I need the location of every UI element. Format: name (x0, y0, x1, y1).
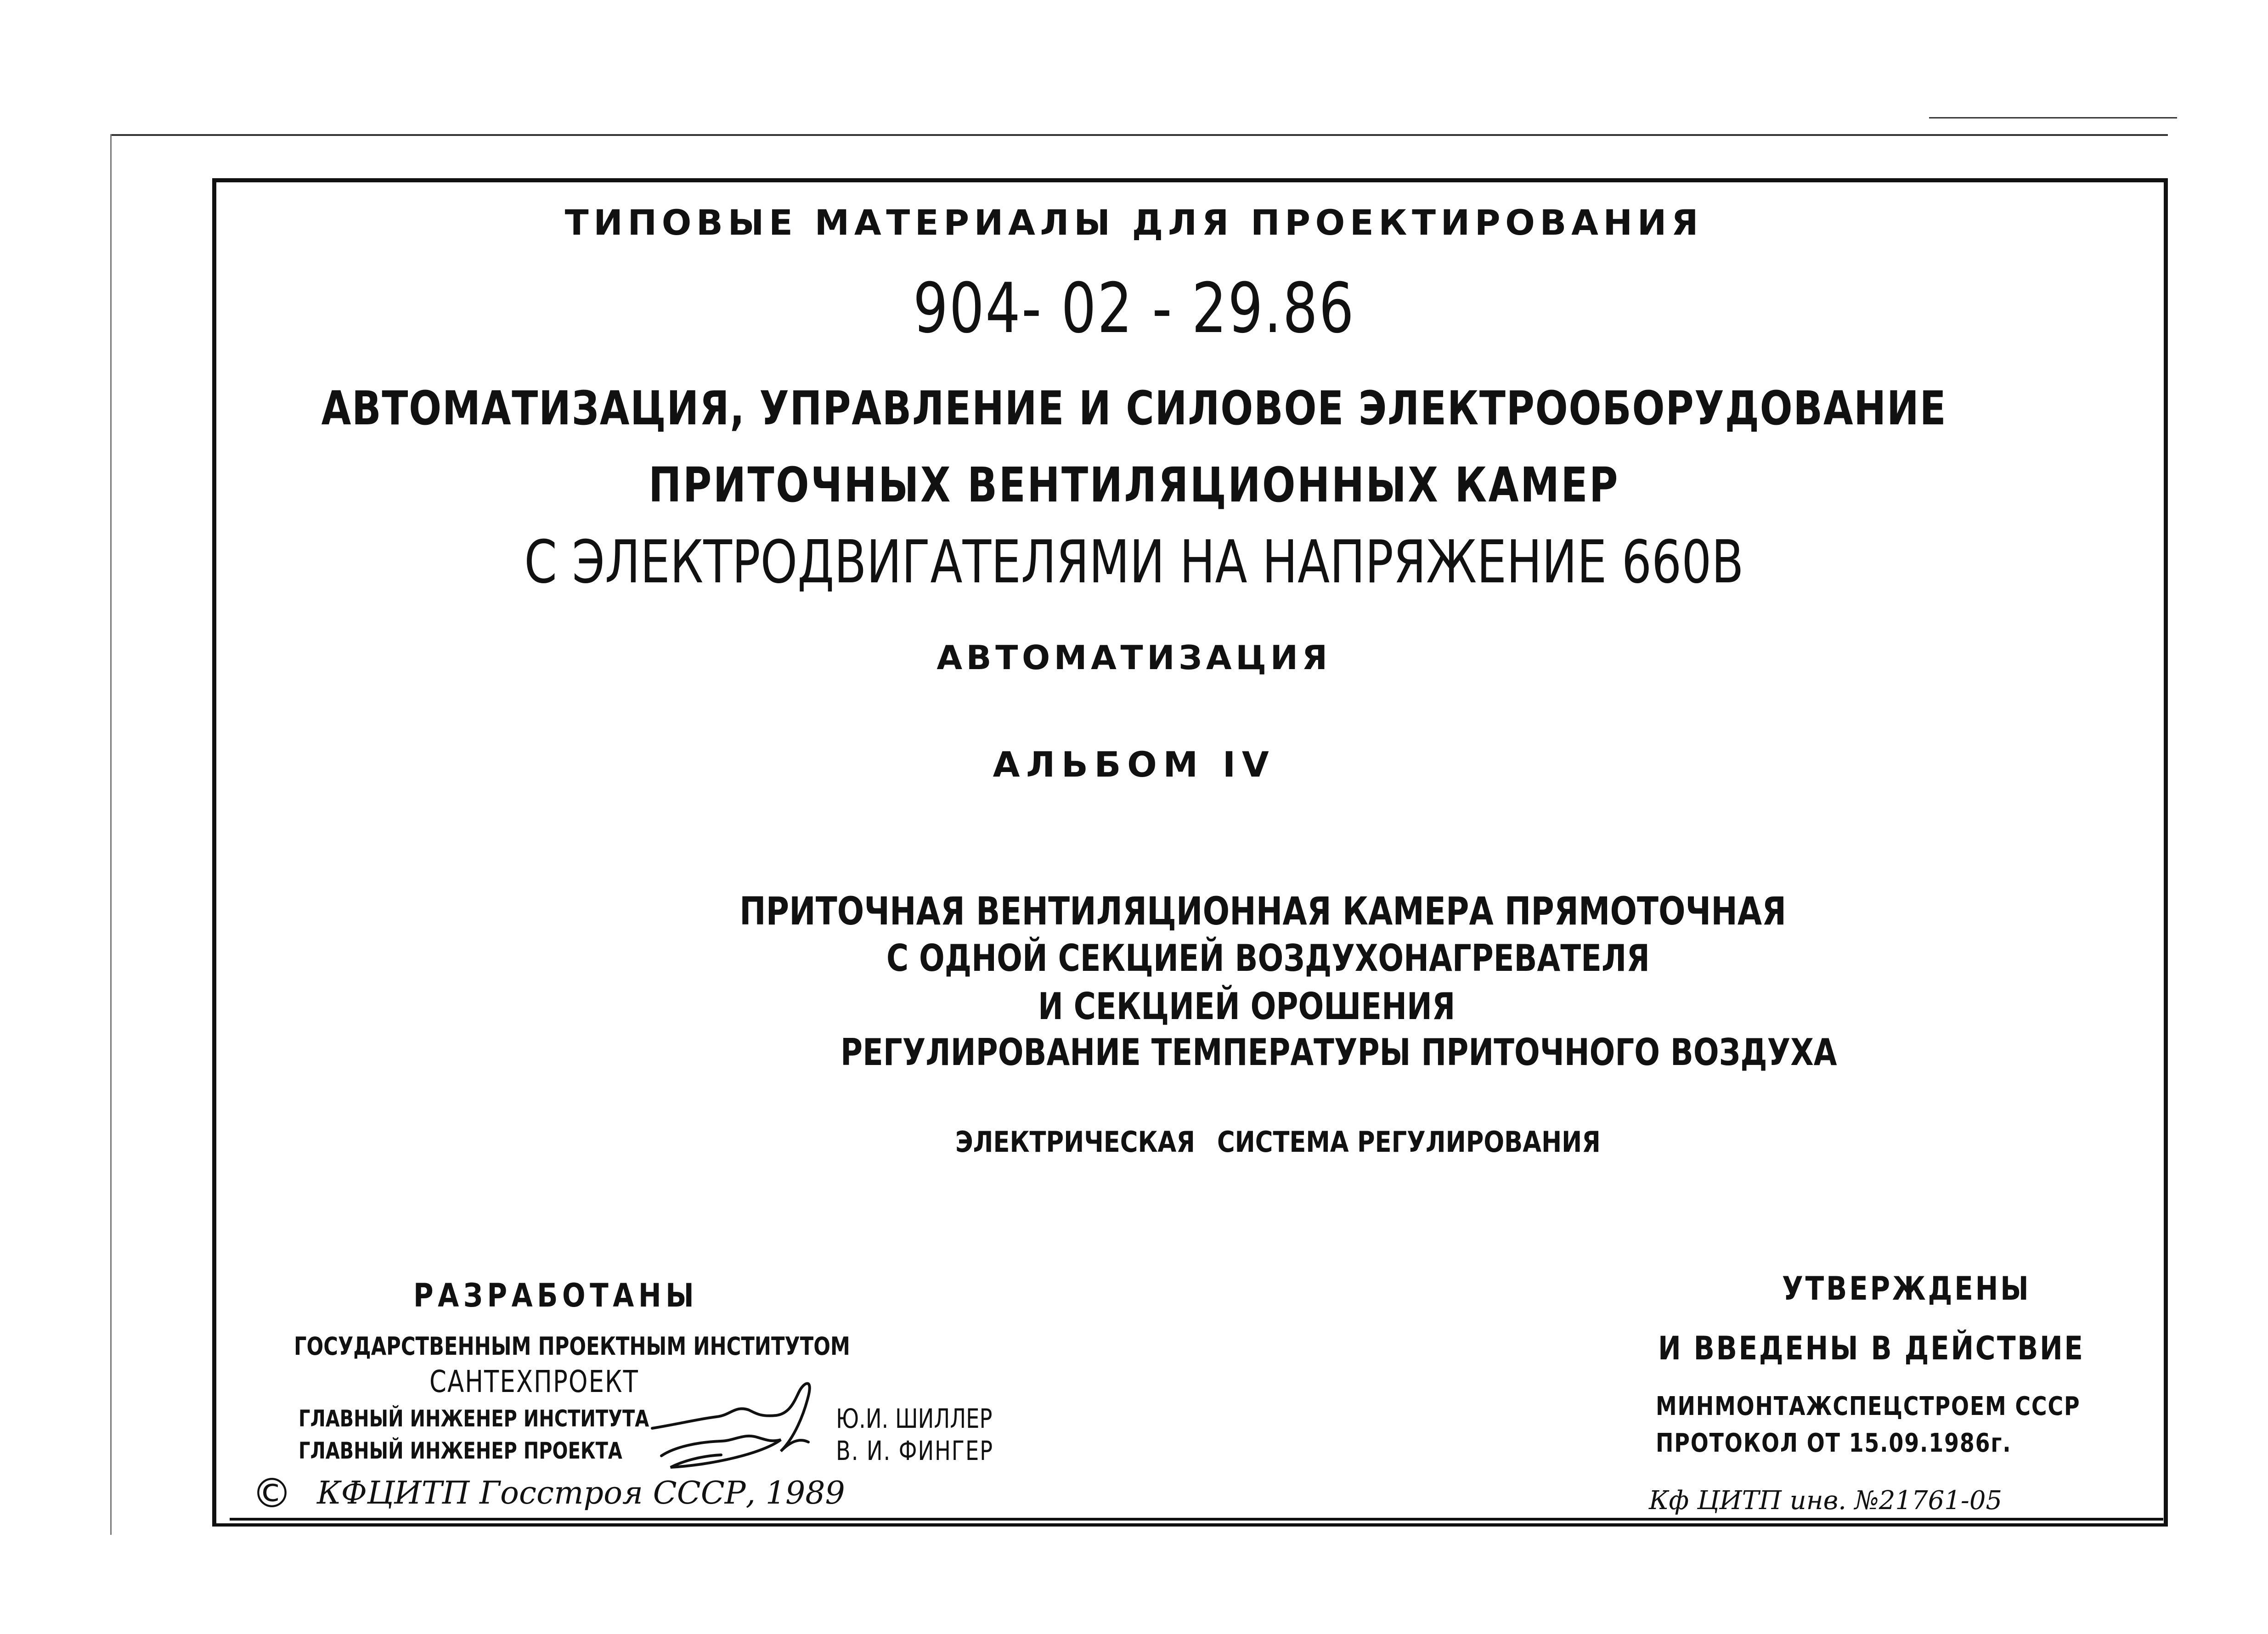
developed-name-1: Ю.И. ШИЛЛЕР (836, 1403, 993, 1434)
system-type-right: СИСТЕМА РЕГУЛИРОВАНИЯ (1217, 1125, 1601, 1159)
drawing-frame (212, 178, 2168, 1527)
signature-chief-engineer (643, 1373, 827, 1479)
approved-line-2: МИНМОНТАЖСПЕЦСТРОЕМ СССР (1656, 1392, 2081, 1421)
description-line-3: И СЕКЦИЕЙ ОРОШЕНИЯ (1038, 985, 1456, 1028)
developed-institute-line: ГОСУДАРСТВЕННЫМ ПРОЕКТНЫМ ИНСТИТУТОМ (294, 1332, 850, 1361)
description-line-4: РЕГУЛИРОВАНИЕ ТЕМПЕРАТУРЫ ПРИТОЧНОГО ВОЗДУХА (841, 1031, 1837, 1074)
sheet-left-trim-line (110, 134, 112, 1535)
bottom-border-inner (230, 1518, 2163, 1521)
sheet-top-trim-line (110, 134, 2168, 136)
album-number: АЛЬБОМ IV (993, 744, 1275, 785)
developed-role-1: ГЛАВНЫЙ ИНЖЕНЕР ИНСТИТУТА (299, 1405, 649, 1432)
series-title: ТИПОВЫЕ МАТЕРИАЛЫ ДЛЯ ПРОЕКТИРОВАНИЯ (564, 202, 1704, 243)
developed-institute-name: САНТЕХПРОЕКТ (429, 1364, 639, 1399)
section-name: АВТОМАТИЗАЦИЯ (937, 638, 1331, 677)
system-type-left: ЭЛЕКТРИЧЕСКАЯ (955, 1125, 1195, 1159)
sheet-top-trim-line-2 (1929, 117, 2177, 118)
document-code: 904- 02 - 29.86 (913, 269, 1355, 349)
title-line-3: С ЭЛЕКТРОДВИГАТЕЛЯМИ НА НАПРЯЖЕНИЕ 660В (524, 528, 1744, 597)
developed-name-2: В. И. ФИНГЕР (836, 1435, 993, 1466)
copyright-symbol: © (252, 1470, 292, 1517)
approved-heading: УТВЕРЖДЕНЫ (1782, 1270, 2031, 1307)
developed-role-2: ГЛАВНЫЙ ИНЖЕНЕР ПРОЕКТА (299, 1437, 622, 1464)
copyright-text: КФЦИТП Госстроя СССР, 1989 (317, 1475, 845, 1511)
approved-line-1: И ВВЕДЕНЫ В ДЕЙСТВИЕ (1658, 1330, 2085, 1367)
inventory-number: Кф ЦИТП инв. №21761-05 (1649, 1486, 2003, 1516)
developed-heading: РАЗРАБОТАНЫ (413, 1277, 699, 1314)
title-line-2: ПРИТОЧНЫХ ВЕНТИЛЯЦИОННЫХ КАМЕР (649, 457, 1619, 513)
approved-line-3: ПРОТОКОЛ ОТ 15.09.1986г. (1656, 1428, 2012, 1458)
description-line-1: ПРИТОЧНАЯ ВЕНТИЛЯЦИОННАЯ КАМЕРА ПРЯМОТОЧНАЯ (739, 889, 1787, 934)
title-line-1: АВТОМАТИЗАЦИЯ, УПРАВЛЕНИЕ И СИЛОВОЕ ЭЛЕКТРООБОРУДОВАНИЕ (321, 381, 1947, 436)
description-line-2: С ОДНОЙ СЕКЦИЕЙ ВОЗДУХОНАГРЕВАТЕЛЯ (886, 937, 1650, 980)
